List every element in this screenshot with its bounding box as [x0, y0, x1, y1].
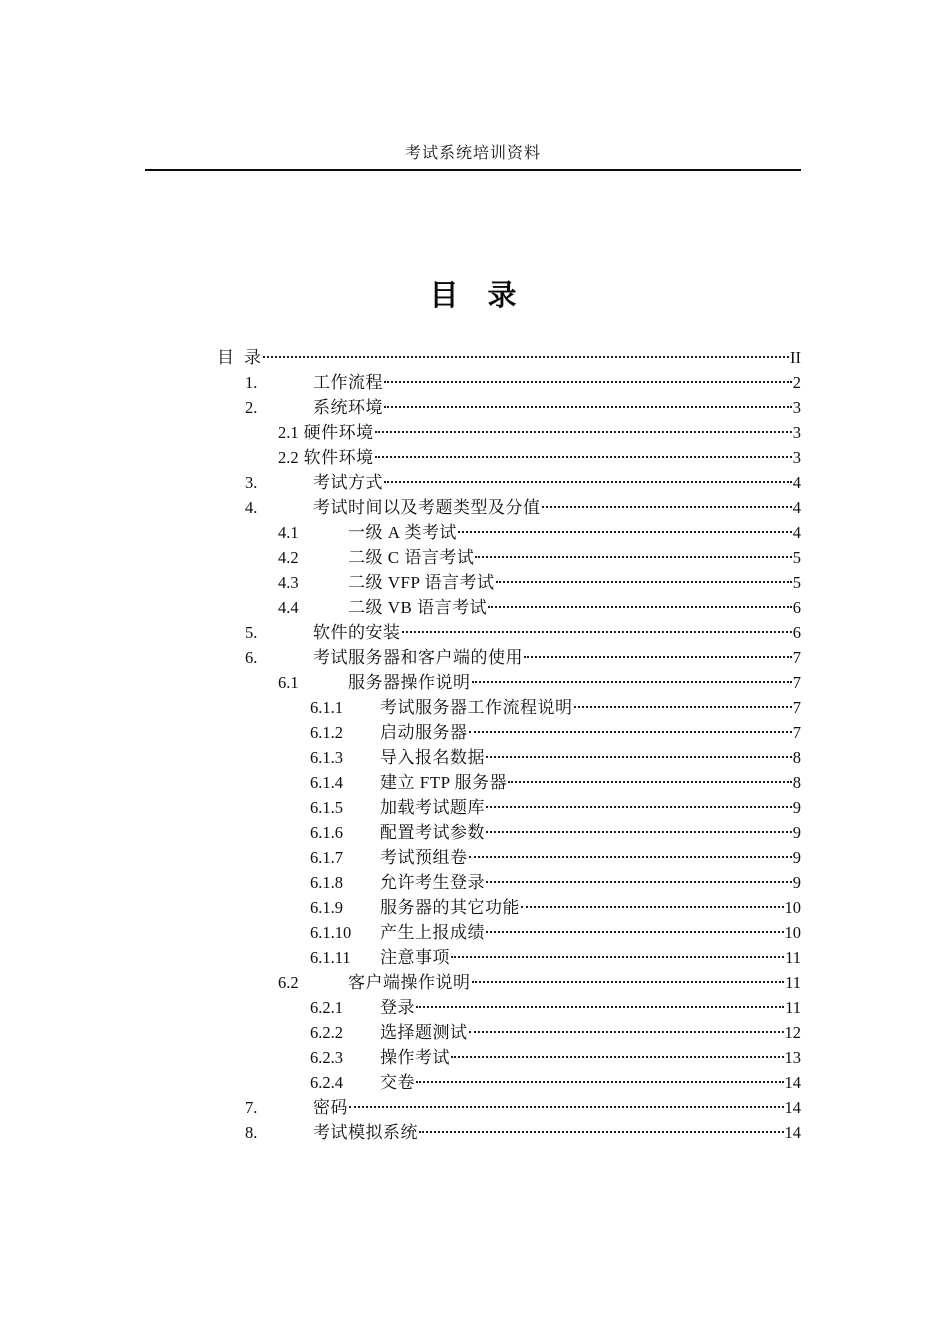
toc-entry-page: 4 — [792, 473, 801, 492]
running-header: 考试系统培训资料 — [404, 145, 541, 162]
toc-entry[interactable] — [145, 1095, 801, 1120]
toc-entry[interactable] — [145, 370, 801, 395]
toc-entry-label: 导入报名数据 — [380, 748, 485, 767]
toc-entry-label: 工作流程 — [313, 373, 383, 392]
toc-entry-label: 密码 — [313, 1098, 348, 1117]
toc-entry[interactable] — [145, 595, 801, 620]
toc-entry-number: 6.1.7 — [310, 848, 343, 867]
toc-entry[interactable] — [145, 1045, 801, 1070]
toc-entry-label: 系统环境 — [313, 398, 383, 417]
toc-entry-page: 9 — [792, 798, 801, 817]
toc-entry-label: 考试服务器和客户端的使用 — [313, 648, 523, 667]
toc-entry-page: 7 — [792, 723, 801, 742]
toc-entry-page: 8 — [792, 773, 801, 792]
toc-entry[interactable] — [145, 695, 801, 720]
toc-entry-page: 4 — [792, 523, 801, 542]
toc-entry[interactable] — [145, 1120, 801, 1145]
toc-entry-number: 2.1 — [278, 423, 299, 442]
toc-entry-page: 3 — [792, 423, 801, 442]
toc-entry-label: 软件的安装 — [313, 623, 401, 642]
toc-entry-label: 考试预组卷 — [380, 848, 468, 867]
toc-entry-number: 4.3 — [278, 573, 299, 592]
toc-entry[interactable] — [145, 845, 801, 870]
toc-entry[interactable] — [145, 545, 801, 570]
toc-entry[interactable] — [145, 345, 801, 370]
toc-entry-number: 6.1.3 — [310, 748, 343, 767]
toc-entry-number: 1. — [245, 373, 258, 392]
toc-entry-number: 6.1 — [278, 673, 299, 692]
toc-entry-page: 3 — [792, 398, 801, 417]
toc-entry-label: 加载考试题库 — [380, 798, 485, 817]
toc-entry-number: 5. — [245, 623, 258, 642]
toc-entry-page: 13 — [784, 1048, 801, 1067]
toc-entry[interactable] — [145, 520, 801, 545]
toc-entry-number: 2. — [245, 398, 258, 417]
toc-entry-page: 9 — [792, 848, 801, 867]
toc-entry-page: 10 — [784, 898, 801, 917]
toc-entry-number: 3. — [245, 473, 258, 492]
toc-entry-number: 2.2 — [278, 448, 299, 467]
toc-entry-number: 6.1.2 — [310, 723, 343, 742]
toc-entry[interactable] — [145, 920, 801, 945]
header-rule — [145, 169, 801, 171]
toc-entry[interactable] — [145, 945, 801, 970]
toc-title: 目 录 — [429, 280, 517, 313]
toc-entry-number: 6. — [245, 648, 258, 667]
toc-entry-page: 5 — [792, 548, 801, 567]
toc-entry-page: 14 — [784, 1073, 801, 1092]
toc-entry-page: 9 — [792, 873, 801, 892]
toc-entry-page: 9 — [792, 823, 801, 842]
toc-entry-number: 4.4 — [278, 598, 299, 617]
toc-entry-label: 二级 C 语言考试 — [348, 548, 475, 567]
toc-entry-label: 二级 VFP 语言考试 — [348, 573, 495, 592]
toc-entry-label: 允许考生登录 — [380, 873, 485, 892]
toc-entry-page: 7 — [792, 698, 801, 717]
toc-entry-label: 二级 VB 语言考试 — [348, 598, 488, 617]
toc-entry-page: 3 — [792, 448, 801, 467]
toc-entry-number: 6.1.4 — [310, 773, 343, 792]
toc-entry-label: 登录 — [380, 998, 415, 1017]
toc-entry-number: 4.2 — [278, 548, 299, 567]
toc-entry[interactable] — [145, 1020, 801, 1045]
toc-entry[interactable] — [145, 970, 801, 995]
toc-entry-label: 考试模拟系统 — [313, 1123, 418, 1142]
toc-entry-label: 软件环境 — [303, 448, 374, 467]
toc-entry[interactable] — [145, 795, 801, 820]
toc-entry-number: 6.1.8 — [310, 873, 343, 892]
toc-entry-label: 一级 A 类考试 — [348, 523, 457, 542]
toc-entry[interactable] — [145, 770, 801, 795]
toc-entry[interactable] — [145, 820, 801, 845]
toc-entry-page: 8 — [792, 748, 801, 767]
toc-entry-page: 11 — [785, 998, 801, 1017]
toc-entry-number: 7. — [245, 1098, 258, 1117]
toc-entry-label: 注意事项 — [380, 948, 450, 967]
toc-entry-page: 7 — [792, 648, 801, 667]
toc-entry-label: 配置考试参数 — [380, 823, 485, 842]
toc-entry-page: 11 — [785, 973, 801, 992]
toc-list — [145, 345, 801, 1145]
toc-entry-number: 4. — [245, 498, 258, 517]
toc-entry-label: 服务器操作说明 — [348, 673, 471, 692]
toc-entry-number: 6.1.9 — [310, 898, 343, 917]
toc-entry-label: 选择题测试 — [380, 1023, 468, 1042]
toc-entry-label: 服务器的其它功能 — [380, 898, 520, 917]
toc-entry-label: 交卷 — [380, 1073, 415, 1092]
toc-entry[interactable] — [145, 445, 801, 470]
toc-entry[interactable] — [145, 395, 801, 420]
toc-entry[interactable] — [145, 870, 801, 895]
toc-entry[interactable] — [145, 420, 801, 445]
toc-entry[interactable] — [145, 995, 801, 1020]
toc-entry-label: 硬件环境 — [303, 423, 374, 442]
toc-entry-page: 14 — [784, 1123, 801, 1142]
toc-entry-number: 6.1.11 — [310, 948, 351, 967]
toc-entry[interactable] — [145, 895, 801, 920]
toc-entry-label: 目 录 — [217, 348, 262, 367]
toc-entry-number: 6.2 — [278, 973, 299, 992]
toc-entry-number: 6.2.1 — [310, 998, 343, 1017]
toc-entry[interactable] — [145, 720, 801, 745]
toc-entry-page: 5 — [792, 573, 801, 592]
toc-entry-label: 启动服务器 — [380, 723, 468, 742]
toc-entry-page: 6 — [792, 623, 801, 642]
toc-entry-number: 6.2.4 — [310, 1073, 343, 1092]
toc-entry-label: 考试方式 — [313, 473, 383, 492]
toc-entry-number: 8. — [245, 1123, 258, 1142]
toc-entry-number: 4.1 — [278, 523, 299, 542]
toc-entry-label: 产生上报成绩 — [380, 923, 485, 942]
toc-entry-page: 4 — [792, 498, 801, 517]
toc-entry-page: 7 — [792, 673, 801, 692]
toc-entry[interactable] — [145, 570, 801, 595]
toc-entry[interactable] — [145, 745, 801, 770]
toc-entry-label: 操作考试 — [380, 1048, 450, 1067]
toc-entry-number: 6.1.10 — [310, 923, 352, 942]
toc-entry-page: 12 — [784, 1023, 801, 1042]
toc-entry[interactable] — [145, 620, 801, 645]
toc-entry-number: 6.1.6 — [310, 823, 343, 842]
toc-entry-label: 建立 FTP 服务器 — [380, 773, 508, 792]
toc-entry-number: 6.2.2 — [310, 1023, 343, 1042]
toc-entry-page: 11 — [785, 948, 801, 967]
toc-entry-number: 6.2.3 — [310, 1048, 343, 1067]
toc-entry-label: 考试时间以及考题类型及分值 — [313, 498, 541, 517]
toc-entry-page: 6 — [792, 598, 801, 617]
toc-entry-number: 6.1.1 — [310, 698, 343, 717]
toc-entry[interactable] — [145, 1070, 801, 1095]
toc-entry-page: 14 — [784, 1098, 801, 1117]
toc-entry[interactable] — [145, 670, 801, 695]
toc-entry-label: 客户端操作说明 — [348, 973, 471, 992]
toc-entry-number: 6.1.5 — [310, 798, 343, 817]
toc-entry-page: II — [790, 348, 801, 367]
toc-entry-page: 10 — [784, 923, 801, 942]
toc-entry-label: 考试服务器工作流程说明 — [380, 698, 573, 717]
toc-entry-page: 2 — [792, 373, 801, 392]
toc-entry[interactable] — [145, 470, 801, 495]
toc-entry[interactable] — [145, 645, 801, 670]
toc-entry[interactable] — [145, 495, 801, 520]
